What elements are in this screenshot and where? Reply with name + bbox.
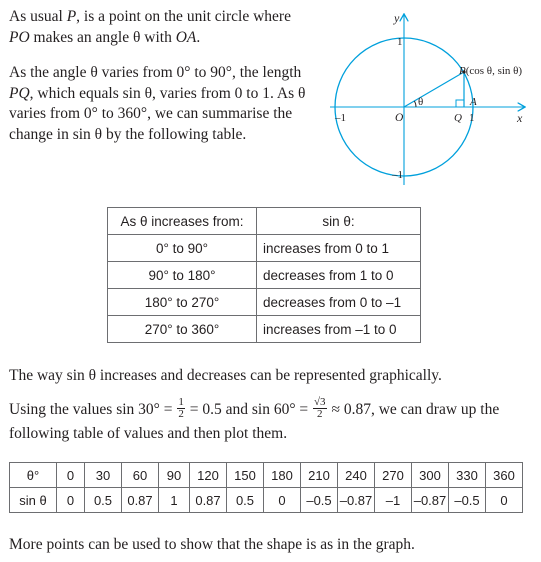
sin-cell: 0.87 xyxy=(190,488,227,513)
theta-cell: 0 xyxy=(57,463,85,488)
theta-label: θ xyxy=(418,96,424,108)
sin-cell: 1 xyxy=(159,488,190,513)
table-row xyxy=(108,289,421,316)
table-cell: decreases from 1 to 0 xyxy=(257,262,421,289)
table-row xyxy=(108,235,421,262)
y-axis-label: y xyxy=(394,11,400,25)
point-p-label: P(cos θ, sin θ) xyxy=(459,65,523,77)
theta-cell: 240 xyxy=(338,463,375,488)
fraction-root3-over-2: $\frac{√3}{2}$ xyxy=(314,395,326,420)
graph-paragraph: The way sin θ increases and decreases can be represented graphically. xyxy=(9,367,442,384)
sin-cell: 0 xyxy=(57,488,85,513)
x-axis-label: x xyxy=(517,111,523,125)
theta-cell: 210 xyxy=(301,463,338,488)
table-row xyxy=(108,262,421,289)
unit-circle-diagram xyxy=(328,10,533,190)
theta-cell: 360 xyxy=(486,463,523,488)
intro-paragraph: As usual P, is a point on the unit circle where PO makes an angle θ with OA. xyxy=(9,8,291,46)
table-header-row xyxy=(108,208,421,235)
tick-label-neg-x: –1 xyxy=(335,112,346,124)
values-paragraph: Using the values sin 30° = $\frac{1}{2}$ = 0.5 and sin 60° = $\frac{√3}{2}$ ≈ 0.87, we can draw up the following table of values and then plot them. xyxy=(9,395,500,442)
table-header: As θ increases from: xyxy=(108,208,257,235)
table-cell: increases from 0 to 1 xyxy=(257,235,421,262)
angle-arc xyxy=(414,101,416,107)
theta-cell: 330 xyxy=(449,463,486,488)
theta-cell: 180 xyxy=(264,463,301,488)
table-cell: increases from –1 to 0 xyxy=(257,316,421,343)
tick-label-pos-x: 1 xyxy=(469,112,475,124)
right-angle-mark xyxy=(456,100,464,107)
sin-row xyxy=(10,488,523,513)
fraction-one-half: $\frac{1}{2}$ xyxy=(178,395,184,420)
theta-cell: 120 xyxy=(190,463,227,488)
sin-cell: 0 xyxy=(264,488,301,513)
sin-cell: 0.87 xyxy=(122,488,159,513)
table-cell: 270° to 360° xyxy=(108,316,257,343)
table-header: sin θ: xyxy=(257,208,421,235)
sin-cell: –0.5 xyxy=(301,488,338,513)
theta-cell: 270 xyxy=(375,463,412,488)
sin-change-table xyxy=(107,207,421,343)
sin-cell: –1 xyxy=(375,488,412,513)
table-cell: 0° to 90° xyxy=(108,235,257,262)
theta-row xyxy=(10,463,523,488)
theta-cell: 150 xyxy=(227,463,264,488)
point-q-label: Q xyxy=(454,112,462,124)
theta-cell: 300 xyxy=(412,463,449,488)
sin-values-table xyxy=(9,462,523,513)
origin-label: O xyxy=(395,112,404,124)
sin-label-cell: sin θ xyxy=(10,488,57,513)
table-cell: 180° to 270° xyxy=(108,289,257,316)
tick-label-neg-y: –1 xyxy=(392,169,403,181)
point-a-label: A xyxy=(470,96,477,108)
sin-cell: –0.5 xyxy=(449,488,486,513)
closing-paragraph: More points can be used to show that the shape is as in the graph. xyxy=(9,536,415,553)
theta-label-cell: θ° xyxy=(10,463,57,488)
theta-cell: 30 xyxy=(85,463,122,488)
theta-cell: 60 xyxy=(122,463,159,488)
sin-cell: –0.87 xyxy=(338,488,375,513)
sin-cell: 0.5 xyxy=(227,488,264,513)
theta-cell: 90 xyxy=(159,463,190,488)
table-cell: 90° to 180° xyxy=(108,262,257,289)
tick-label-pos-y: 1 xyxy=(397,36,403,48)
angle-paragraph: As the angle θ varies from 0° to 90°, the length PQ, which equals sin θ, varies from 0 to 1. As θ varies from 0° to 360°, we can summarise the change in sin θ by the following table. xyxy=(9,64,306,143)
table-row xyxy=(108,316,421,343)
sin-cell: 0.5 xyxy=(85,488,122,513)
sin-cell: –0.87 xyxy=(412,488,449,513)
sin-cell: 0 xyxy=(486,488,523,513)
table-cell: decreases from 0 to –1 xyxy=(257,289,421,316)
radius-op xyxy=(404,72,464,107)
